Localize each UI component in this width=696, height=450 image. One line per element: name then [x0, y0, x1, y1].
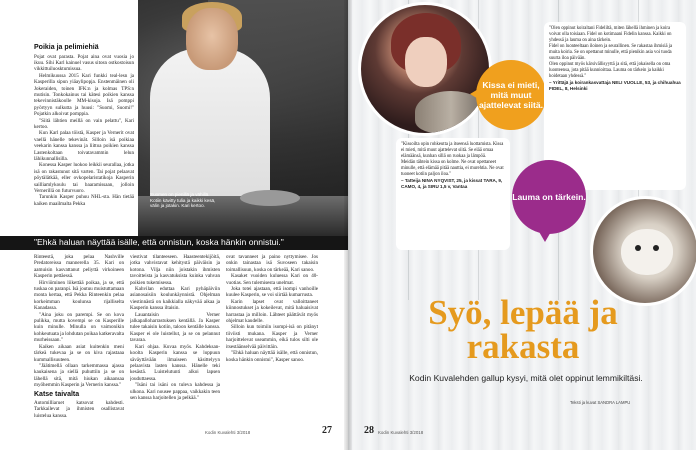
- paragraph: ovat tavanneet ja paino nyttymisee. Jos onkin tainastaa isä Suvoseen takaisin toimallisuun, koska on tärkeää, Kari sanoo.: [226, 254, 318, 273]
- testimonial-box-cat: [396, 138, 510, 250]
- quote-bubble-purple: Lauma on tärkein.: [512, 160, 586, 234]
- photo-caption: Suomen on pienillä ja vähillä. Kotiin kävitty tulia ja kaikki kesä, välin ja jotakin. Kari kertoo.: [150, 192, 216, 209]
- paragraph: "Isäni tai isäni on tuleva kahdessa ja ulkona. Kari nousee pappaa, vaikkakin teen sen kanssa harjoitellen ja pelkää.": [130, 382, 220, 401]
- paragraph: Kahvilan eduttaa Kari pyhäpäiviin asianosaisiin koulunkäynnistä. Ohjelman viestinnästä on kaikkialla näkyvää aikaa ja Kasperin kanssa iltaisin.: [130, 286, 220, 312]
- paragraph: "Siitä lähtien meillä on vain pelattu", Kari kertoo.: [34, 117, 134, 130]
- dog: [621, 229, 673, 275]
- section-heading: Katse taivalta: [34, 390, 80, 398]
- right-page: [348, 0, 696, 450]
- article-column-b: [130, 254, 220, 426]
- paragraph: Automilliaruet katsovat kahdesti. Tarkkailevat ja ihmisten osallistavat luistelua kanssa.: [34, 400, 124, 419]
- signature: – Tatteija NINA NYQVIST, 25, ja kissat TARA, 9, CAMO, 4, ja SIRU 1,5 v, Vantaa: [401, 178, 503, 189]
- paragraph: Silloin kun toimiin isompi-isä on pitänyt tiiviisti mukana. Kasper ja Verner harjoittelevat useammin, eikä tulos silti ole itsestäänselvää päivittäin.: [226, 324, 318, 350]
- article-title: Syö, lepää ja rakasta: [428, 293, 618, 366]
- chihuahua-photo: [590, 196, 696, 306]
- paragraph: Konessa Kasper luokoo leikkii seurallaa, jotka isä on rakastunut sitä varten. Tai pojat pelaavat pöytälätkää, eller ovkopelaristatikoja Kasperin sailliamlykoulu tai baaramissaan, jolloin Vernerillä on futurvuoro.: [34, 162, 134, 195]
- pan: [240, 190, 300, 206]
- byline: Teksti ja kuvat SANDRA LAMPU: [570, 400, 631, 405]
- paragraph: "Aina joku on parempi. Se on kova pulikka, mutta kovempi se on Kasperille kuin minulle. Minulla on vaimonikin kohkeutuata ja lohdutan poikaa katkeravalta murheissaan.": [34, 311, 124, 344]
- paragraph: Meidän tähtein kissa on kolme. Ne ovat opettaneet minulle, että elämää pitää nauttia, ei murehtia. Ne ovat tuoneet kotiin paljon iloa.": [401, 160, 504, 177]
- paragraph: "Olen oppinut koiraltani Fideliltä, miten lähellä ihminen ja koira voivat olla toisiaan. Fidel on kotimaani Fidelin kanssa. Kaikki on yhdessä ja lauma on aina tärkein.: [549, 26, 672, 43]
- page-gutter: [344, 0, 352, 450]
- article-column-top: [34, 42, 134, 207]
- pull-quote-bar: [0, 236, 348, 250]
- article-column-c: [226, 254, 318, 424]
- dog-eye: [635, 245, 641, 251]
- page-footer: Kodin Kuvalehti 3/2018: [378, 430, 424, 435]
- paragraph: Joka totei ajastaan, että isompi vanhoille kuulee Kasperin, se voi siirtää kumarrusta.: [226, 286, 318, 299]
- face: [405, 37, 447, 87]
- paragraph: Kasaket vuoiden kuluessa Kari on 40-vuotias. Sen tulemisesta unelmat.: [226, 273, 318, 286]
- paragraph: Hirviöminen liikettää poikaa, ja se, että tuskaa on paranpi. Isä joutuu muistuttamaan monta kertaa, että Pekka Rinteenkin pelaa korkeimman koulunsa rijalliselta Kanadassa.: [34, 279, 124, 312]
- woman-with-cat-photo: [358, 2, 492, 136]
- paragraph: "Kissoilta opin rohkeutta ja itseensä luottamista. Kissa ei mieti, mitä muut ajattelevat siitä. Se elää omaa elämäänsä, kunhan sillä on ruokaa ja lämpöä.: [401, 142, 504, 159]
- chef-head: [186, 8, 238, 70]
- signature: – Yrittäjä ja koirankasvattaja NELI VUOLLE, 53, ja chihuahua FIDEL, 8, Helsinki: [549, 80, 681, 91]
- paragraph: Rinteestä, joka pelaa Nashville Predatoreissa mannerella 35. Kari on aamuisin kasvattanut peliyttä virkoineen Kasperin pettäessä.: [34, 254, 124, 280]
- paragraph: viestivat tilanteeseen. Haasteentekijöitä, jotka vahvistavat kehitystä päiväisin ja kotona. Vilja niin joistakin ihmisten tavoitteista ja kasvatuksista kuinka vahvan poikien tukemisessa.: [130, 254, 220, 286]
- article-column-a: [34, 254, 124, 426]
- page-footer: Kodin Kuvalehti 3/2018: [205, 430, 251, 435]
- paragraph: Fidel on luonteeltaan iloinen ja seurallinen. Se rakastaa ihmisiä ja muita koiria. Se on opettanut minulle, että pienikin asia voi tuoda suurta iloa päivään.: [549, 44, 673, 61]
- article-subtitle: Kodin Kuvalehden gallup kysyi, mitä olet oppinut lemmikiltäsi.: [409, 373, 643, 383]
- paragraph: "Ehkä haluan näyttää isälle, että onnistun, koska hänkin onnistui", Kasper sanoo.: [226, 350, 318, 363]
- dog-eye: [653, 245, 659, 251]
- paragraph: Kun Karl palaa töistä, Kasper ja Vernerit ovat vaellä hänelle tekevinät. Silloin isä poikiaa veekarin kanssa kanssa ja liittoa poikien kanssa Lastenkoltaan toivatavammin lelun lähikunnallisilla.: [34, 130, 134, 162]
- section-heading: Poikia ja pelimiehiä: [34, 44, 99, 51]
- page-number: 27: [322, 425, 332, 436]
- paragraph: Kaiken aikaan asiat kuitenkin meni tärkeä tukevaa ja se on kiva rajastaaa kummallisuuteen.: [34, 343, 124, 363]
- paragraph: Karin lapset ovat valloittaneet kiinnostukset ja kokeilevat, mitä haluaisivat harrastaa ja milloin. Lähteet päättävät myös ohjelmat kaudelle.: [226, 298, 318, 325]
- paragraph: Olen oppinut myös kärsivällisyyttä ja sitä, että jokaisella on oma luonteensa, jota pitää kunnioittaa. Lauma on tärkein ja kaikki hoidetaan yhdessä.": [549, 62, 671, 79]
- paragraph: Helmikuussa 2015 Kari funkki teal-lesn ja Kasperilla sipun yiäaylipopja. Enstenmäinen oli Jokeraiden, toinen IFK:n ja kolmas TPS:n mutisin. Tonkokainus tai kätesi poikien kanssa tekevinnistäkoolle MM-kisoja. Isä pomppi pyörtyyn sulkutta ja huusi: "Suomi, Suomi!" Pojatkin alkoivat pomppia.: [34, 72, 134, 118]
- pull-quote: "Ehkä haluan näyttää isälle, että onnistun, koska hänkin onnistui.": [34, 237, 284, 247]
- quote-bubble-orange: Kissa ei mieti, mitä muut ajattelevat siitä.: [476, 60, 546, 130]
- paragraph: Kari ohjaa. Kuvaa myös. Kahdeksan-koolta Kasperin kanssa se loppuun säväyttävään ilmaiseen käsittelyyn pelaavista lasten kanssa. Hänelle teki kesästä. Luistelutunti alkoi lapsen jouduttaessa.: [130, 343, 220, 382]
- paragraph: Lauantaisin Verner jalkapalloharrastuksen kentällä. Ja Kasper tulee takaisin kotiin, taloon kentälle kanssa. Kasper ei ole luistellut, ja se on pelannut tavaraa.: [130, 311, 220, 344]
- paragraph: "Jäätimellä ollaan tarkemmassa ajassa kaukaisena ja siellä puhuttiin ja se on lähellä sitä, mitä hiukan aikaansaa myöhemmin Kasperin ja Vernerin kanssa.": [34, 362, 124, 389]
- paragraph: Pojat ovat parasta. Pojat aina ovat vuosia jo ikuu. Sihi Karl kainuel vasus sitosn ostkostoisun vikkittuiluosktumissua.: [34, 53, 134, 73]
- page-number: 28: [364, 425, 374, 436]
- paragraph: Tarunkin Kasper puhuu NHL-sta. Hän tietää kaiken maailmalta Pekka: [34, 194, 134, 207]
